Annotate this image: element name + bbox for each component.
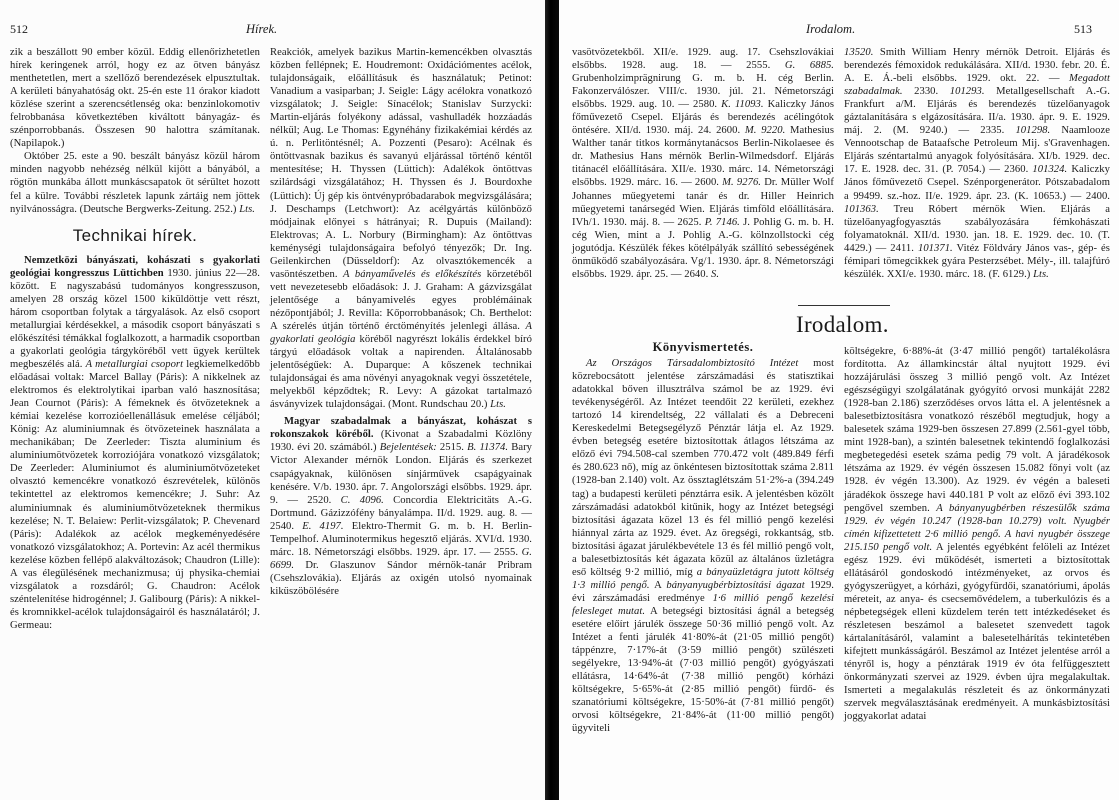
book-gutter (545, 0, 559, 800)
signature: Lts. (1033, 268, 1049, 280)
patent-number: E. 4197. (302, 520, 344, 532)
paragraph (844, 46, 1110, 281)
paragraph-text: Kaliczky János főművezető Csepel. Szénporgenerátor. Pótszabadalom a 99499. sz.-hoz. II/e. 1929. ápr. 23. (K. 10653.) — 2400. (844, 164, 1110, 202)
patent-number: 13520. (844, 47, 874, 58)
paragraph-text: Treu Róbert mérnök Wien. Eljárás a tüzelőanyagfogyasztás szabályozására fémkohászati folyamatoknál. XII/d. 1930. jan. 18. E. 1929. dec. 10. (T. 4429.) — 2411. (844, 203, 1110, 254)
patent-number: G. 6885. (784, 60, 834, 72)
patent-number: B. 11374. (467, 442, 509, 454)
paragraph-text: Smith William Henry mérnök Detroit. Eljárás és berendezés fémoxidok redukálására. XII/d. 1930. febr. 20. É. A. E. Á.-beli elsőbbs. 1929. okt. 22. — (844, 47, 1110, 85)
paragraph-text: Mathesius Walther tanár titkos kormánytanácsos Berlin-Nikolaesee és dr. Mathesius Hans mérnök Berlin-Wilmedsdorf. Eljárás titánacél előállítására. XII/e. 1930. márc. 14. Németországi elsőbbs. 1929. márc. 16. — 2600. (572, 125, 835, 189)
paragraph-text: 2515. (436, 442, 468, 454)
paragraph-text: Naamlooze Vennootschap de Bataafsche Petroleum Mij. s'Gravenhagen. Eljárás széntartalmú anyagok folyósítására. XI/b. 1929. dec. 17. E. 1928. dec. 31. (P. 7054.) — 2360. (844, 125, 1111, 176)
emphasis: A metallurgiai csoport (85, 358, 184, 370)
signature: Lts. (239, 203, 255, 215)
paragraph-text: körzetéből vett nevezetesebb előadások: J. J. Graham: A gázvizsgálat jelentősége a bányamivelés egyes problémáinak nézőpontjából; J. Revilla: Kőporrobbanások; Ch. Berthelot: A szérelés útján történő érctöményítés jelenlegi állása. (270, 268, 533, 332)
paragraph-text: Kaliczky János főművezető Csepel. Eljárás és berendezés acélingótok öntésére. XII/d. 1930. máj. 24. 2600. (572, 99, 834, 137)
paragraph-text: 1929. évi zárszámadási eredménye (572, 579, 834, 604)
paragraph-text: Elektro-Thermit G. m. b. H. Berlin-Tempelhof. Aluminotermikus hegesztő eljárás. XVI/d. 1930. márc. 18. Németországi elsőbbs. 1929. ápr. 17. — 2555. (270, 520, 532, 558)
paragraph (270, 46, 532, 411)
paragraph-text: Dr. Müller Wolf Johannes műegyetemi tanár és dr. Hiller Heinrich műegyetemi tanársegéd Wien. Eljárás timföld előállítására. IVh/1. 1930. máj. 8. — 2625. (572, 177, 834, 228)
article-title: Magyar szabadalmak a bányászat, kohászat s rokonszakok köréből. (270, 416, 532, 441)
subheading: Megadott szabadalmak. (844, 73, 1110, 98)
paragraph-text: Grubenholzimprägnirung G. m. b. H. cég Berlin. Fakonzerválószer. VIII/c. 1930. júl. 21. Németországi elsőbbs. 1929. aug. 10. — 2580. (572, 73, 834, 111)
paragraph (572, 357, 834, 735)
paragraph-text: A (649, 579, 667, 591)
paragraph-text: A jelentés egyébként felöleli az Intézet egész 1929. évi működését, ismerteti a biztosítottak ellátásáról gondoskodó intézményeket, az orvos és gyógyszerügyet, a kórházi, gyógyfürdői, szanatóriumi, ápolás méreteit, az anya- és csecsemővédelem, a tuberkulózis és a népbetegségek elleni küzdelem terén tett intézkedéseket és részletesen beszámol a balesetet szenvedett tagok kártalanításáról, valamint a balesetelhárítás tekintetében kifejtett munkásságáról. Beszámol az Intézet jelentése arról a tényről is, hogy a pénztárak 1919 év óta felfüggesztett önkormányzati szervei az 1929. évben újra megalakultak. Ismerteti a megalakulás részleteit és az önkormányzati szervek megválasztásának eredményeit. A munkásbiztosítási joggyakorlat adatai (844, 541, 1110, 723)
paragraph-text: Vitéz Földváry János vas-, gép- és fémipari tömegcikkek gyára Pesterzsébet. Mély-, ill. talajfúró készülék. XXI/e. 1930. márc. 18. (F. 6129.) (844, 242, 1110, 280)
paragraph-text: Dr. Glaszunov Sándor mérnök-tanár Pribram (Csehszlovákia). Eljárás az oxigén utolsó nyomainak kiküszöbölésére (270, 559, 532, 597)
paragraph (270, 415, 532, 598)
page-number: 512 (10, 22, 28, 36)
paragraph (572, 46, 834, 281)
left-column-2 (270, 46, 532, 598)
patent-number: M. 9276. (722, 177, 762, 189)
paragraph-text: költségekre, 6·88%-át (3·47 millió pengőt) tartalékolásra fordította. Az államkincstár által nyujtott 1929. évi hozzájárulási összeg 3 millió pengő volt. Az Intézet egészségügyi szolgálatának gyógyító orvosi munkáját 2282 (1928-ban 2.186) szerződéses orvos látta el. A jelentésnek a balesetbiztosításra vonatkozó részéből megtudjuk, hogy a balesetek száma 1929-ben összesen 27.899 (2.561-gyel több, mint 1928-ban), a szintén balesetnek tekintendő foglalkozási megbetegedési esetek száma pedig 79 volt. A járadékosok létszáma az 1929. év végén összesen 15.082 főnyi volt (az 1928. év végén 13.300). Az 1929. év végén a baleseti járadékok összege havi 440.181 P volt az előző évi 393.102 pengővel szemben. (844, 346, 1110, 514)
paragraph-text: (Kivonat a Szabadalmi Közlöny 1930. évi 20. számából.) (270, 429, 532, 454)
emphasis: A bányanyugbérben részesülők száma 1929. év végén 10.247 (1928-ban 10.279) volt. Nyugbér címén kifizettetett 2·6 millió pengő. A havi nyugbér összege 215.150 pengő volt. (844, 502, 1110, 553)
patent-number: 101293. (949, 86, 985, 98)
right-page (560, 0, 1119, 800)
paragraph-text: vasötvözetekből. XII/e. 1929. aug. 17. Csehszlovákiai elsőbbs. 1928. aug. 18. — 2555. (572, 47, 834, 72)
paragraph (10, 150, 260, 215)
paragraph-text: köréből nagyrészt lokális érdekkel bíró tárgyú előadások voltak a napirenden. Általánosabb jelentőségűek: A. Duparque: A kőszenek technikai tulajdonságai és ama növényi anyagoknak vegyi összetétele, melyekből képződtek; R. Levy: A gázokat tartalmazó ásványvizek tulajdonságai. (Mont. Rundschau 20.) (270, 334, 532, 411)
emphasis: Bejelentések: (379, 442, 437, 454)
paragraph-text: Reakciók, amelyek bazikus Martin-kemencékben olvasztás közben fellépnek; E. Houdremont: Oxidációmentes acélok, tulajdonságaik, előállításuk és használatuk; Petinot: Vanadium a vasiparban; J. Seigle: Lágy acélokra vonatkozó vizsgálatok; J. Seigle: Sínacélok; Stanislav Surzycki: Martin-eljárás folyékony adással, vashulladék hozzáadás nélkül; Aug. Le Thomas: Egynéhány fizikakémiai kérdés az ú. n. Perlitöntésnél; A. Pozzenti (Pesaro): Acélnak és öntöttvasnak bazikus és savanyú eljárással történő kéntől mentesítése; H. Thyssen (Lüttich): Adalékok öntöttvas szilárdsági vizsgálatához; H. Thyssen és J. Bourdoxhe (Lüttich): Új gép kis öntvénypróbadarabok megvizsgálására; J. Deschamps (Letchwort): Az acélgyártás különböző módjainak előnyei s hátrányai; R. Dupuis (Mailand): Elektrovas; A. L. Norbury (Birmingham): Az öntöttvas keménységi tulajdonságaira befolyó tényezők; Dr. Ing. Geilenkirchen (Düsseldorf): Az olvasztókemencék a vasöntészetben. (270, 47, 532, 280)
patent-number: M. 9220. (744, 125, 786, 137)
patent-number: S. (711, 268, 720, 280)
right-column-1-top (572, 46, 834, 281)
patent-number: C. 4096. (340, 494, 384, 506)
patent-number: 101363. (844, 203, 879, 215)
paragraph-text: Bary Victor Alexander mérnök London. Eljárás és szerkezet csapágyaknak, különösen sínjárművek csapágyainak kenésére. V/b. 1930. ápr. 7. Angolországi elsőbbs. 1929. ápr. 9. — 2520. (270, 442, 533, 506)
right-column-1-bottom (572, 339, 834, 735)
subsection-title: Könyvismertetés. (652, 340, 754, 354)
paragraph-text: Október 25. este a 90. beszált bányász közül három minden nagyobb nehézség nélkül kijött a bányából, a rögtön munkába állott munkáscsapatok öt sérültet hozott fel a külre. További részletek lapunk zártáig nem jöttek nyilvánosságra. (Deutsche Bergwerks-Zeitung. 252.) (10, 151, 260, 215)
patent-number: 101298. (1015, 125, 1051, 137)
paragraph-text: J. Pohlig G. m. b. H. cég Wien, mint a J. Pohlig A.-G. kölnzollstocki cég jogutódja. Készülék fékes kötélpályák szállító sebességének önműködő szabályozására. Vg/1. 1930. ápr. 8. Németországi elsőbbs. 1929. ápr. 25. — 2640. (572, 216, 834, 280)
paragraph-text: A betegségi biztosítási ágnál a betegség esetére előírt járulék összege 50·36 millió pengő volt. Az Intézet a fenti járulék 41·80%-át (21·05 millió pengőt) táppénzre, 7·17%-át (3·59 millió pengőt) szülészeti segélyekre, 13·94%-át (7·03 millió pengőt) gyógyászati ellátásra, 14·64%-át (7·38 millió pengőt) kórházi költségekre, 5·65%-át (2·85 millió pengőt) fürdő- és szanatóriumi költségekre, 15·50%-át (7·81 millió pengőt) orvosi költségekre, 21·84%-át (11·00 millió pengőt) ügyviteli (572, 605, 835, 735)
paragraph-text: 2330. (902, 86, 950, 98)
patent-number: 101324. (1032, 164, 1068, 176)
running-head: Irodalom. (806, 22, 856, 36)
paragraph-text: legkiemelkedőbb előadásai voltak: Marcel Ballay (Páris): A nikkelnek az elektromos és elektrolytikai iparban való hasznosítása; Jean Cournot (Páris): A fémeknek és ötvözeteknek a kémiai kezelése korrozióellenállásuk emelése céljából; König: Az aluminiumnak és ötvözeteinek használata a mechanikában; De Zeerleder: Tiszta aluminium és aluminiumötvözetek korroziójára vonatkozó vizsgálatok; De Zeerleder: Aluminiumot és aluminiumötvözeteket olvasztó kemencékre vonatkozó észrevételek, különös tekintettel az elektromos kemencékre; J. Suhr: Az aluminiumnak és aluminiumötvözeteknek thermikus kezelése; N. T. Belaiew: Perlit-vizsgálatok; P. Chevenard (Páris): Adalékok az acélok megkeményedésére vonatkozó vizsgálatokhoz; A. Portevin: Az acél thermikus kezelése közben fellépő alakváltozások; Chaudron (Lille): A vas élegülésének mechanizmusa; új physika-chemiai vizsgálatok a rozsdáról; G. Chaudron: Acélok széntelenítése hidrogénnel; J. Galibourg (Páris): A nikkel- és kromnikkel-acélok tulajdonságairól és használatáról; J. Germeau: (10, 358, 260, 631)
paragraph-text: most közrebocsátott jelentése zárszámadási és statisztikai adatokkal bőven illusztrálva számol be az 1929. évi tevékenységéről. Az Intézet teendőit 22 kerületi, ezekhez tartozó 14 kirendeltség, 22 vállalati és a Debreceni Kereskedelmi Betegsegélyző Pénztár látja el. Az 1929. évben betegség esetére biztosítottak átlagos létszáma az előző évi 794.508-cal szemben 770.472 volt (489.849 férfi és 280.623 nő), míg az önkéntesen biztosítottak száma 2.811 (1928-ban 2.140) volt. Az össztaglétszám 51·2%-a (394.249 tag) a budapesti kerületi pénztárra esik. A jelentésben közölt zárszámadási adatokból kitűnik, hogy az Intézet betegségi biztosítási ágazata közel 13 és fél millió pengő kezelési hiánnyal zárta az 1929. évet. Az öregségi, rokkantság, stb. biztosítási ágazat járulékbevétele 13 és fél millió pengő volt, a balesetbiztosítás két ágazata közül az általános üzletágra eső költség 9·2 millió, míg (572, 358, 834, 578)
section-title: Irodalom. (796, 312, 889, 337)
right-column-2-top (844, 46, 1110, 281)
right-column-2-bottom (844, 345, 1110, 723)
signature: Lts. (490, 399, 506, 411)
left-page (0, 0, 545, 800)
patent-number: 101371. (917, 242, 953, 254)
paragraph (844, 345, 1110, 723)
article-title: Nemzetközi bányászati, kohászati s gyakorlati geológiai kongresszus Lüttichben (10, 254, 260, 279)
paragraph-text: Concordia Elektricitäts A.-G. Dortmund. Gázizzófény bányalámpa. II/d. 1929. aug. 8. — 2540. (270, 494, 532, 532)
emphasis: A gyakorlati geológia (270, 320, 532, 346)
section-title: Technikai hírek. (72, 225, 198, 245)
patent-number: K. 11093. (721, 99, 764, 111)
emphasis: A bányaművelés és előkészítés (343, 268, 482, 280)
page-number: 513 (1074, 22, 1092, 36)
running-head: Hírek. (246, 22, 278, 36)
emphasis: Az Országos Társadalombiztosító Intézet (586, 358, 799, 370)
paragraph (10, 254, 260, 632)
patent-number: P. 7146. (704, 216, 740, 228)
emphasis: 1·6 millió pengő kezelési felesleget mutat. (572, 592, 834, 617)
paragraph-text: Metallgesellschaft A.-G. Frankfurt a/M. Eljárás és berendezés tüzelőanyagok gáztalanítására s elgázosítására. II/a. 1930. ápr. 9. E. 1929. máj. 2. (M. 9240.) — 2335. (844, 86, 1110, 137)
emphasis: a bányaüzletágra jutott költség 1·3 millió pengő. (572, 566, 834, 591)
left-column-1 (10, 46, 260, 632)
paragraph: zik a beszállott 90 ember közül. Eddig ellenőrizhetetlen hírek keringenek arról, hogy ez az ötven bányász menthetetlen, mert a szellőző berendezések elpusztultak. A kerületi bányahatóság okt. 25-én este 11 órakor kiadott közlése szerint a szerencsétlenség oka: benzinlokomotiv felrobbanása következtében kiváltott bányagáz- és szénporrobbanás. Összesen 90 halottra számítanak. (Napilapok.) (10, 47, 260, 150)
emphasis: bányanyugbérbiztosítási ágazat (666, 579, 805, 591)
patent-number: G. 6699. (270, 546, 532, 571)
paragraph-text: 1930. június 22—28. között. E nagyszabású tudományos kongresszuson, amelyen 28 ország közel 1500 kiküldöttje vett részt, három csoportban folytak a tárgyalások. Az első csoport metallurgiai kérdésekkel, a második csoport bányászati s előkészítési témákkal foglalkozott, a harmadik csoportban a gyakorlati geológia tárgyköréből vett ügyek kerültek megbeszélés alá. (10, 267, 260, 370)
section-rule (798, 305, 890, 306)
